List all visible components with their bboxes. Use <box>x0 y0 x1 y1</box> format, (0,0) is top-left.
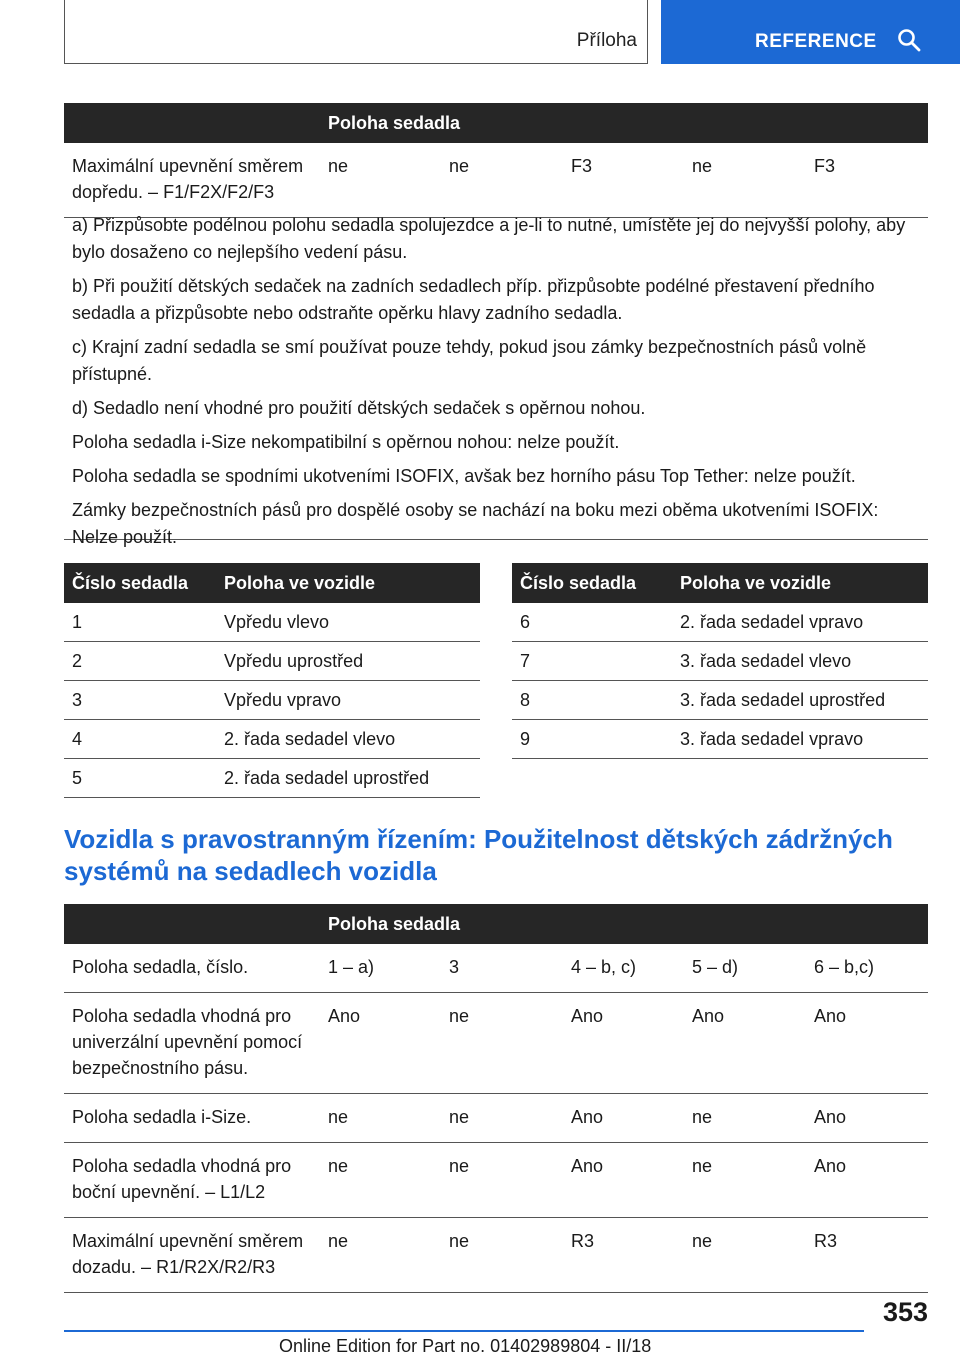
seat-compat-table-bottom <box>64 904 928 1293</box>
col-header-seat-number: Číslo sedadla <box>512 563 672 603</box>
table-header: Poloha sedadla <box>320 103 928 143</box>
cell: Ano <box>806 993 928 1094</box>
cell: ne <box>441 143 563 218</box>
note: Zámky bezpečnostních pásů pro dospělé osoby se nachází na boku mezi oběma ukotveními ISOFIX: Nelze použít. <box>72 500 879 547</box>
cell: ne <box>320 143 441 218</box>
row-label: Maximální upevnění směrem dozadu. – R1/R2X/R2/R3 <box>64 1218 320 1293</box>
reference-tab[interactable] <box>661 0 960 64</box>
row-label: Poloha sedadla vhodná pro boční upevnění. – L1/L2 <box>64 1143 320 1218</box>
note: Poloha sedadla se spodními ukotveními ISOFIX, avšak bez horního pásu Top Tether: nelze použít. <box>72 466 856 486</box>
col-header-position: Poloha ve vozidle <box>216 563 480 603</box>
seat-number-table-left <box>64 563 480 798</box>
note: d) Sedadlo není vhodné pro použití dětských sedaček s opěrnou nohou. <box>72 398 646 418</box>
seat-compat-table-top <box>64 103 928 218</box>
table-header: Poloha sedadla <box>320 904 928 944</box>
seat-position: 3. řada sedadel uprostřed <box>672 681 928 720</box>
section-label: Příloha <box>576 30 637 51</box>
table-row <box>64 1218 928 1293</box>
cell: 3 <box>441 944 563 993</box>
seat-position: Vpředu uprostřed <box>216 642 480 681</box>
cell: ne <box>320 1143 441 1218</box>
cell: 1 – a) <box>320 944 441 993</box>
cell: F3 <box>806 143 928 218</box>
table-row <box>64 1094 928 1143</box>
note: a) Přizpůsobte podélnou polohu sedadla spolujezdce a je-li to nutné, umístěte jej do nejvyšší polohy, aby bylo dosaženo co nejlepšího vedení pásu. <box>72 215 906 262</box>
table-row <box>64 1143 928 1218</box>
cell: Ano <box>806 1094 928 1143</box>
edition-text: Online Edition for Part no. 01402989804 - II/18 <box>279 1336 652 1356</box>
table-row <box>64 759 480 798</box>
seat-number-table-right <box>512 563 928 759</box>
seat-number: 1 <box>64 603 216 642</box>
search-icon[interactable] <box>897 28 921 52</box>
cell: ne <box>684 1094 806 1143</box>
note: c) Krajní zadní sedadla se smí používat pouze tehdy, pokud jsou zámky bezpečnostních pásů volně přístupné. <box>72 337 867 384</box>
footer-edition <box>279 1336 651 1357</box>
cell: ne <box>684 1218 806 1293</box>
cell: R3 <box>563 1218 684 1293</box>
cell: 5 – d) <box>684 944 806 993</box>
table-row <box>512 603 928 642</box>
page-number: 353 <box>882 1297 928 1327</box>
table-row <box>64 993 928 1094</box>
seat-position: 3. řada sedadel vlevo <box>672 642 928 681</box>
seat-number: 9 <box>512 720 672 759</box>
cell: ne <box>441 1218 563 1293</box>
table-row <box>512 681 928 720</box>
cell: ne <box>684 1143 806 1218</box>
cell: Ano <box>563 1094 684 1143</box>
cell: Ano <box>684 993 806 1094</box>
table-row <box>64 603 480 642</box>
table-notes <box>64 207 928 547</box>
seat-number: 7 <box>512 642 672 681</box>
cell: Ano <box>563 1143 684 1218</box>
table-row <box>512 720 928 759</box>
seat-number: 5 <box>64 759 216 798</box>
seat-number: 6 <box>512 603 672 642</box>
section-heading: Vozidla s pravostranným řízením: Použitelnost dětských zádržných systémů na sedadlech vozidla <box>64 824 893 886</box>
seat-position: Vpředu vlevo <box>216 603 480 642</box>
cell: Ano <box>320 993 441 1094</box>
cell: ne <box>320 1218 441 1293</box>
row-label: Poloha sedadla vhodná pro univerzální upevnění pomocí bezpečnostního pásu. <box>64 993 320 1094</box>
table-row <box>64 720 480 759</box>
reference-label: REFERENCE <box>755 31 877 52</box>
row-label: Maximální upevnění směrem dopředu. – F1/F2X/F2/F3 <box>64 143 320 218</box>
cell: ne <box>684 143 806 218</box>
table-row <box>64 642 480 681</box>
cell: ne <box>441 1094 563 1143</box>
cell: 4 – b, c) <box>563 944 684 993</box>
table-row <box>64 681 480 720</box>
cell: Ano <box>806 1143 928 1218</box>
cell: R3 <box>806 1218 928 1293</box>
footer-divider <box>64 1330 864 1332</box>
seat-number: 2 <box>64 642 216 681</box>
table-row <box>64 944 928 993</box>
seat-position: 2. řada sedadel uprostřed <box>216 759 480 798</box>
seat-position: 2. řada sedadel vpravo <box>672 603 928 642</box>
col-header-seat-number: Číslo sedadla <box>64 563 216 603</box>
seat-position: 3. řada sedadel vpravo <box>672 720 928 759</box>
table-row <box>512 642 928 681</box>
cell: ne <box>320 1094 441 1143</box>
row-label: Poloha sedadla, číslo. <box>64 944 320 993</box>
seat-position: 2. řada sedadel vlevo <box>216 720 480 759</box>
seat-number: 4 <box>64 720 216 759</box>
col-header-position: Poloha ve vozidle <box>672 563 928 603</box>
seat-number: 3 <box>64 681 216 720</box>
seat-number: 8 <box>512 681 672 720</box>
note: b) Při použití dětských sedaček na zadních sedadlech příp. přizpůsobte podélné přestavení předního sedadla a přizpůsobte nebo odstraňte opěrku hlavy zadního sedadla. <box>72 276 875 323</box>
cell: F3 <box>563 143 684 218</box>
row-label: Poloha sedadla i-Size. <box>64 1094 320 1143</box>
header-section-box <box>64 0 648 64</box>
cell: ne <box>441 993 563 1094</box>
seat-position: Vpředu vpravo <box>216 681 480 720</box>
cell: 6 – b,c) <box>806 944 928 993</box>
note: Poloha sedadla i-Size nekompatibilní s opěrnou nohou: nelze použít. <box>72 432 620 452</box>
cell: Ano <box>563 993 684 1094</box>
cell: ne <box>441 1143 563 1218</box>
